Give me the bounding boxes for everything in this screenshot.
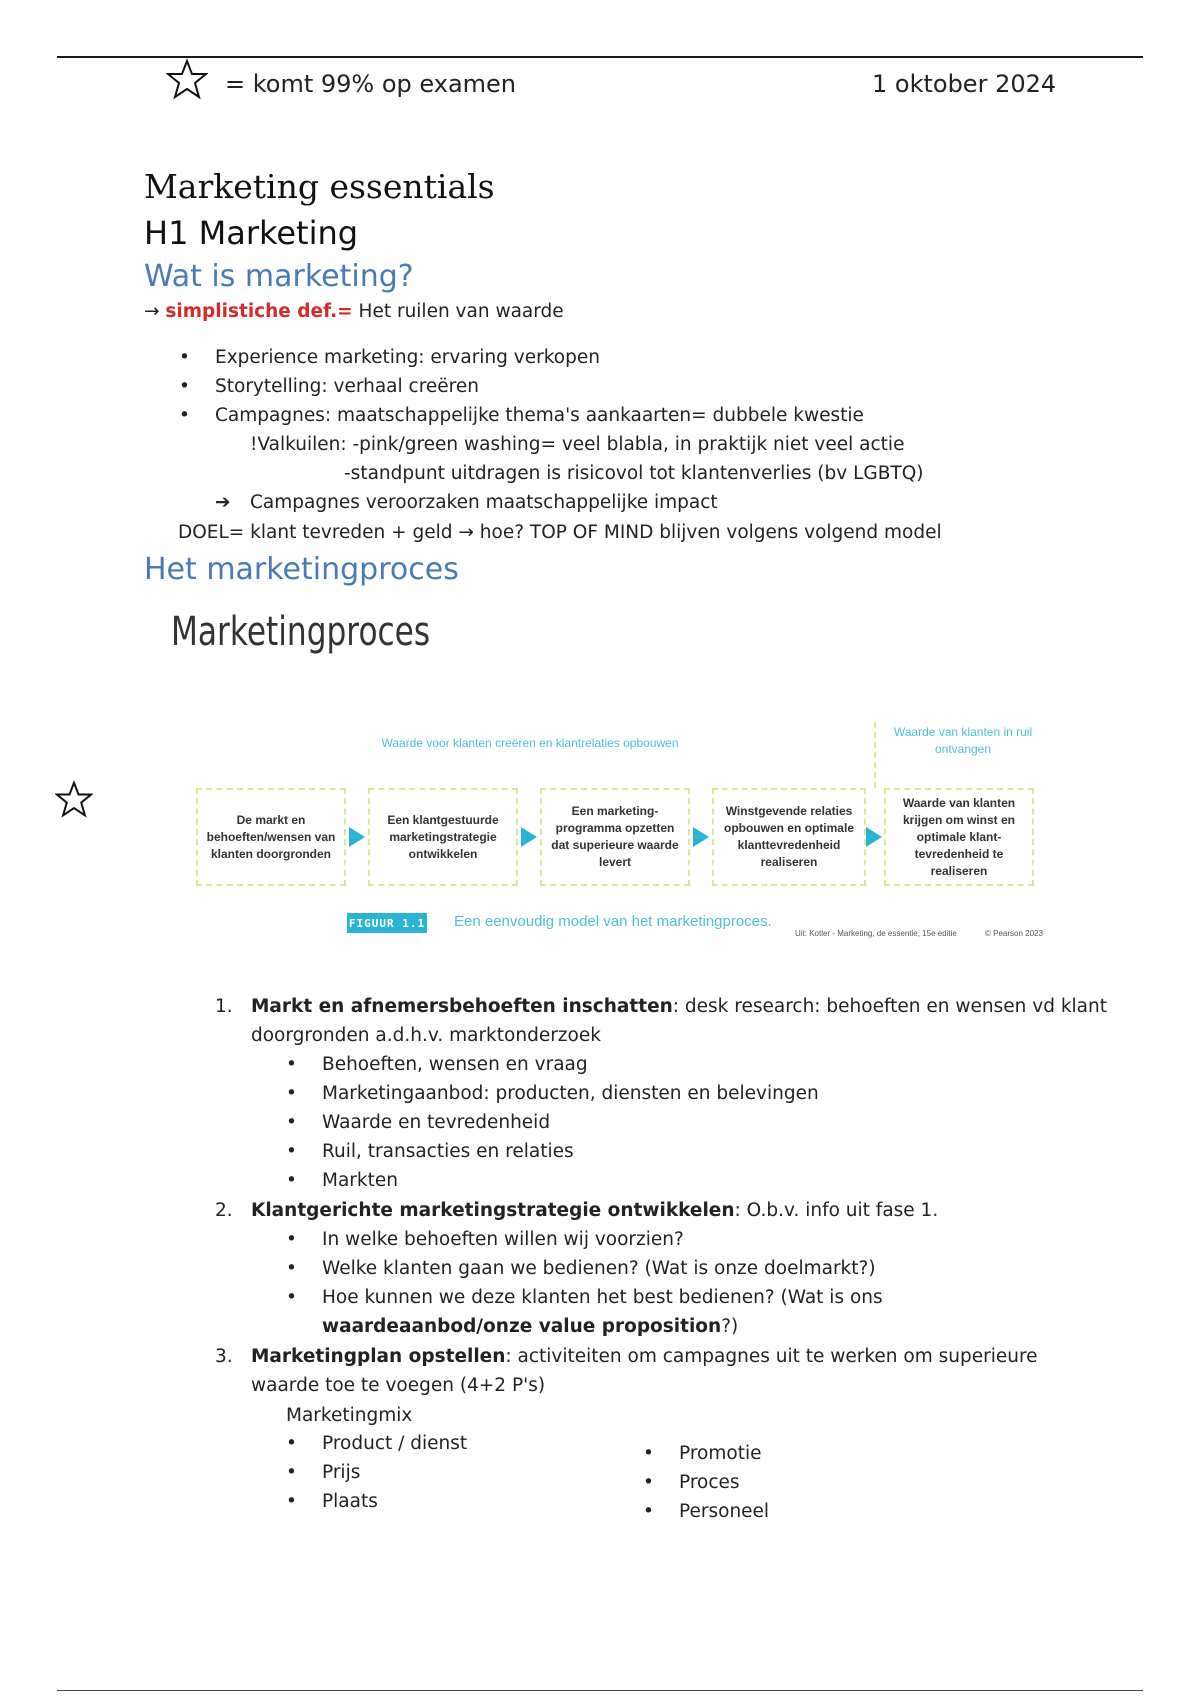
section-heading-marketingproces: Het marketingproces (144, 552, 459, 587)
list-item: • Waarde en tevredenheid (322, 1109, 550, 1137)
value-proposition: waardeaanbod/onze value proposition (322, 1316, 722, 1337)
list-item: • In welke behoeften willen wij voorzien? (322, 1226, 684, 1254)
step-title: Marketingplan opstellen (251, 1346, 506, 1367)
list-item: • Markten (322, 1167, 398, 1195)
marketing-mix-label: Marketingmix (286, 1405, 413, 1426)
top-rule (57, 56, 1143, 58)
step-title: Klantgerichte marketingstrategie ontwikkelen (251, 1200, 735, 1221)
goal-text: DOEL= klant tevreden + geld → hoe? TOP OF MIND blijven volgens volgend model (178, 522, 942, 543)
legend-text: = komt 99% op examen (225, 70, 517, 98)
process-step-box: Winstgevende relaties opbouwen en optimale klanttevredenheid realiseren (712, 788, 866, 886)
pitfalls-line-2: -standpunt uitdragen is risicovol tot klantenverlies (bv LGBTQ) (344, 463, 924, 484)
list-item: • Campagnes: maatschappelijke thema's aankaarten= dubbele kwestie (215, 402, 864, 430)
chapter-title: H1 Marketing (144, 214, 359, 252)
arrow-right-icon (693, 827, 709, 847)
list-item: • Product / dienst (322, 1430, 467, 1458)
list-item-cont (322, 1313, 738, 1341)
step-2-line (251, 1197, 938, 1225)
definition-text: Het ruilen van waarde (358, 301, 564, 322)
step-text-cont: doorgronden a.d.h.v. marktonderzoek (251, 1025, 601, 1046)
figure-title: Marketingproces (171, 609, 431, 655)
process-step-box: De markt en behoeften/wensen van klanten doorgronden (196, 788, 346, 886)
list-item: • Ruil, transacties en relaties (322, 1138, 574, 1166)
figure-badge: FIGUUR 1.1 (347, 913, 427, 933)
arrow-icon: → (144, 301, 160, 322)
step-text: : O.b.v. info uit fase 1. (734, 1200, 939, 1221)
figure-divider (874, 722, 876, 788)
step-3-line (251, 1343, 1038, 1371)
arrow-right-icon (866, 827, 882, 847)
step-title: Markt en afnemersbehoeften inschatten (251, 996, 673, 1017)
figure-source: Uit: Kotler - Marketing, de essentie, 15e editie (795, 929, 957, 938)
process-step-box: Een klantgestuurde marketingstrategie ontwikkelen (368, 788, 518, 886)
list-item: • Marketingaanbod: producten, diensten en belevingen (322, 1080, 819, 1108)
figure-copyright: © Pearson 2023 (985, 929, 1043, 938)
definition-label: simplistiche def.= (165, 301, 353, 322)
step-text: : desk research: behoeften en wensen vd klant (672, 996, 1107, 1017)
step-text: : activiteiten om campagnes uit te werken om superieure (505, 1346, 1038, 1367)
section-heading-wat-is-marketing: Wat is marketing? (144, 259, 414, 294)
impact-arrow-icon: ➔ (215, 492, 231, 513)
step-number: 2. (215, 1200, 233, 1221)
arrow-right-icon (521, 827, 537, 847)
definition-line (144, 298, 564, 326)
list-item: • Promotie (679, 1440, 761, 1468)
step-number: 1. (215, 996, 233, 1017)
list-item: • Personeel (679, 1498, 769, 1526)
list-item: • Behoeften, wensen en vraag (322, 1051, 588, 1079)
course-title: Marketing essentials (144, 167, 495, 206)
figure-top-label-left: Waarde voor klanten creëren en klantrelaties opbouwen (381, 736, 679, 750)
step-number: 3. (215, 1346, 233, 1367)
star-icon (55, 780, 93, 818)
impact-text: Campagnes veroorzaken maatschappelijke impact (250, 492, 718, 513)
figure-caption: Een eenvoudig model van het marketingproces. (454, 913, 772, 930)
list-item: • Plaats (322, 1488, 378, 1516)
arrow-right-icon (349, 827, 365, 847)
header-date: 1 oktober 2024 (872, 70, 1057, 98)
list-item: • Hoe kunnen we deze klanten het best bedienen? (Wat is ons (322, 1284, 883, 1312)
list-item: • Storytelling: verhaal creëren (215, 373, 479, 401)
step-1-line (251, 993, 1107, 1021)
process-step-box: Waarde van klanten krijgen om winst en optimale klant-tevredenheid te realiseren (884, 788, 1034, 886)
pitfalls-line-1: !Valkuilen: -pink/green washing= veel blabla, in praktijk niet veel actie (250, 434, 905, 455)
list-item: • Prijs (322, 1459, 360, 1487)
list-item-cont-end: ?) (721, 1316, 739, 1337)
process-step-box: Een marketing-programma opzetten dat superieure waarde levert (540, 788, 690, 886)
list-item: • Welke klanten gaan we bedienen? (Wat is onze doelmarkt?) (322, 1255, 876, 1283)
list-item: • Proces (679, 1469, 740, 1497)
bottom-rule (57, 1690, 1143, 1691)
star-icon (166, 58, 208, 100)
step-text-cont: waarde toe te voegen (4+2 P's) (251, 1375, 546, 1396)
figure-top-label-right: Waarde van klanten in ruil ontvangen (893, 725, 1033, 756)
list-item: • Experience marketing: ervaring verkopen (215, 344, 600, 372)
